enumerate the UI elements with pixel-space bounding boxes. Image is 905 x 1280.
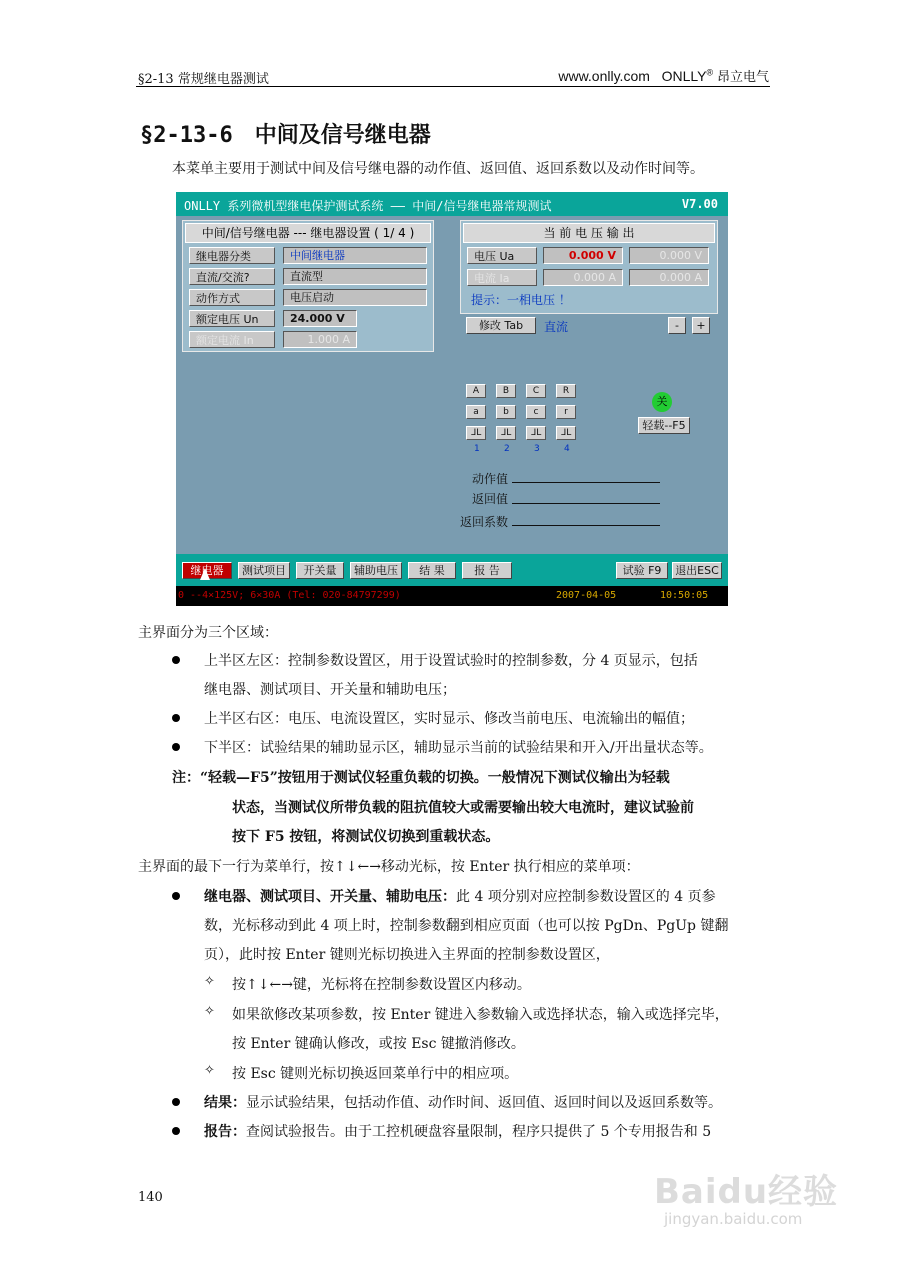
running-header-right bbox=[558, 66, 769, 85]
current-secondary-value: 0.000 A bbox=[629, 269, 709, 286]
bullet-1 bbox=[172, 656, 180, 664]
mouse-cursor-icon bbox=[200, 568, 210, 580]
app-title: ONLLY 系列微机型继电保护测试系统 —— 中间/信号继电器常规测试 bbox=[184, 199, 552, 213]
bullet-5-text bbox=[204, 1092, 722, 1112]
rated-voltage-label[interactable]: 额定电压 Un bbox=[189, 310, 275, 327]
sub-item-1: 按↑↓←→键，光标将在控制参数设置区内移动。 bbox=[232, 977, 531, 993]
contact-number-4: 4 bbox=[564, 444, 570, 454]
bullet-4-line-1 bbox=[204, 886, 716, 906]
action-value-line bbox=[512, 503, 660, 504]
action-mode-label[interactable]: 动作方式 bbox=[189, 289, 275, 306]
bullet-2-text: 上半区右区：电压、电流设置区，实时显示、修改当前电压、电流输出的幅值； bbox=[204, 711, 694, 727]
paragraph-menu-row: 主界面的最下一行为菜单行，按↑↓←→移动光标，按 Enter 执行相应的菜单项： bbox=[138, 859, 640, 875]
status-bar bbox=[176, 586, 728, 606]
control-panel-title: 中间/信号继电器 --- 继电器设置 ( 1/ 4 ) bbox=[185, 223, 431, 243]
contact-a: a bbox=[466, 405, 486, 419]
baidu-watermark-logo bbox=[648, 1158, 868, 1248]
bullet-1-line-2: 继电器、测试项目、开关量和辅助电压； bbox=[204, 682, 456, 698]
bullet-3 bbox=[172, 743, 180, 751]
rated-voltage-value[interactable]: 24.000 V bbox=[283, 310, 357, 327]
watermark-url: jingyan.baidu.com bbox=[664, 1210, 803, 1228]
bullet-5-rest: 显示试验结果，包括动作值、动作时间、返回值、返回时间以及返回系数等。 bbox=[246, 1095, 722, 1111]
bullet-4-line-3: 页），此时按 Enter 键则光标切换进入主界面的控制参数设置区， bbox=[204, 947, 610, 963]
voltage-ua-button[interactable]: 电压 Ua bbox=[467, 247, 537, 264]
sub-item-3: 按 Esc 键则光标切换返回菜单行中的相应项。 bbox=[232, 1066, 519, 1082]
light-load-f5-button[interactable]: 轻载--F5 bbox=[638, 417, 690, 434]
bullet-3-text: 下半区：试验结果的辅助显示区，辅助显示当前的试验结果和开入/开出量状态等。 bbox=[204, 740, 713, 756]
bullet-1-line-1: 上半区左区：控制参数设置区，用于设置试验时的控制参数，分 4 页显示，包括 bbox=[204, 653, 698, 669]
paragraph-areas: 主界面分为三个区域： bbox=[138, 625, 278, 641]
registered-mark: ® bbox=[706, 67, 714, 78]
bullet-6-rest: 查阅试验报告。由于工控机硬盘容量限制，程序只提供了 5 个专用报告和 5 bbox=[246, 1124, 712, 1140]
contact-number-1: 1 bbox=[474, 444, 480, 454]
contact-B: B bbox=[496, 384, 516, 398]
site-url: www.onlly.com bbox=[558, 68, 650, 84]
sub-item-2-line-2: 按 Enter 键确认修改，或按 Esc 键撤消修改。 bbox=[232, 1036, 525, 1052]
bullet-6-text bbox=[204, 1121, 711, 1141]
menu-aux-voltage[interactable]: 辅助电压 bbox=[350, 562, 402, 579]
contact-number-2: 2 bbox=[504, 444, 510, 454]
note-line-3: 按下 F5 按钮，将测试仪切换到重载状态。 bbox=[232, 829, 500, 845]
brand-name: ONLLY bbox=[661, 68, 707, 84]
rated-current-value: 1.000 A bbox=[283, 331, 357, 348]
bullet-6-bold: 报告： bbox=[204, 1124, 246, 1140]
control-parameter-panel bbox=[182, 220, 434, 352]
watermark-big-text: Baidu经验 bbox=[654, 1172, 839, 1212]
sub-item-2-line-1: 如果欲修改某项参数，按 Enter 键进入参数输入或选择状态，输入或选择完毕， bbox=[232, 1007, 729, 1023]
contact-A: A bbox=[466, 384, 486, 398]
intro-paragraph: 本菜单主要用于测试中间及信号继电器的动作值、返回值、返回系数以及动作时间等。 bbox=[172, 161, 704, 177]
dc-ac-label[interactable]: 直流/交流? bbox=[189, 268, 275, 285]
contact-R: R bbox=[556, 384, 576, 398]
load-indicator-icon: 关 bbox=[652, 392, 672, 412]
action-mode-value[interactable]: 电压启动 bbox=[283, 289, 427, 306]
note-line-2: 状态，当测试仪所带负载的阻抗值较大或需要输出较大电流时，建议试验前 bbox=[232, 800, 694, 816]
bullet-4 bbox=[172, 892, 180, 900]
current-ia-button: 电流 Ia bbox=[467, 269, 537, 286]
output-panel-title: 当 前 电 压 输 出 bbox=[463, 223, 715, 243]
contact-c: c bbox=[526, 405, 546, 419]
diamond-bullet-icon-3: ✧ bbox=[204, 1063, 215, 1078]
output-mode-label: 直流 bbox=[544, 320, 569, 334]
increase-button[interactable]: + bbox=[692, 317, 710, 334]
bullet-4-line-2: 数，光标移动到此 4 项上时，控制参数翻到相应页面（也可以按 PgDn、PgUp 键翻 bbox=[204, 918, 729, 934]
relay-type-value[interactable]: 中间继电器 bbox=[283, 247, 427, 264]
voltage-secondary-value: 0.000 V bbox=[629, 247, 709, 264]
diamond-bullet-icon-2: ✧ bbox=[204, 1004, 215, 1019]
bullet-4-bold: 继电器、测试项目、开关量、辅助电压： bbox=[204, 889, 456, 905]
modify-tab-button[interactable]: 修改 Tab bbox=[466, 317, 536, 334]
status-date: 2007-04-05 bbox=[556, 590, 617, 601]
output-switch-icon-1: ᒧᒪ bbox=[466, 426, 486, 440]
menu-results[interactable]: 结 果 bbox=[408, 562, 456, 579]
rated-current-label: 额定电流 In bbox=[189, 331, 275, 348]
contact-r: r bbox=[556, 405, 576, 419]
bullet-4-rest: 此 4 项分别对应控制参数设置区的 4 页参 bbox=[456, 889, 716, 905]
status-text: 0 --4×125V; 6×30A (Tel: 020-84797299) bbox=[178, 590, 401, 601]
return-ratio-label: 返回系数 bbox=[460, 515, 509, 529]
bullet-2 bbox=[172, 714, 180, 722]
contact-number-3: 3 bbox=[534, 444, 540, 454]
contact-b: b bbox=[496, 405, 516, 419]
decrease-button[interactable]: - bbox=[668, 317, 686, 334]
bullet-5-bold: 结果： bbox=[204, 1095, 246, 1111]
menu-relay[interactable]: 继电器 bbox=[182, 562, 232, 579]
app-titlebar bbox=[176, 192, 728, 216]
current-ia-value: 0.000 A bbox=[543, 269, 623, 286]
status-time: 10:50:05 bbox=[660, 590, 709, 601]
section-title: §2-13-6 中间及信号继电器 bbox=[140, 123, 431, 148]
test-f9-button[interactable]: 试验 F9 bbox=[616, 562, 668, 579]
contact-C: C bbox=[526, 384, 546, 398]
output-switch-icon-3: ᒧᒪ bbox=[526, 426, 546, 440]
output-panel bbox=[460, 220, 718, 314]
header-rule bbox=[136, 86, 770, 87]
relay-type-label[interactable]: 继电器分类 bbox=[189, 247, 275, 264]
app-version: V7.00 bbox=[681, 197, 718, 211]
return-value-label: 返回值 bbox=[472, 492, 509, 506]
menu-switch[interactable]: 开关量 bbox=[296, 562, 344, 579]
exit-esc-button[interactable]: 退出ESC bbox=[672, 562, 722, 579]
page-number: 140 bbox=[138, 1190, 163, 1205]
bullet-6 bbox=[172, 1127, 180, 1135]
diamond-bullet-icon-1: ✧ bbox=[204, 974, 215, 989]
hint-text: 提示：一相电压 ！ bbox=[471, 293, 571, 307]
voltage-ua-value[interactable]: 0.000 V bbox=[543, 247, 623, 264]
bullet-5 bbox=[172, 1098, 180, 1106]
output-switch-icon-2: ᒧᒪ bbox=[496, 426, 516, 440]
action-value-label: 动作值 bbox=[472, 472, 509, 486]
software-screenshot bbox=[176, 192, 728, 606]
running-header-left: §2-13 常规继电器测试 bbox=[138, 72, 269, 87]
dc-ac-value[interactable]: 直流型 bbox=[283, 268, 427, 285]
return-ratio-line bbox=[512, 525, 660, 526]
menu-test-items[interactable]: 测试项目 bbox=[238, 562, 290, 579]
note-line-1: 注：“轻载—F5”按钮用于测试仪轻重负载的切换。一般情况下测试仪输出为轻载 bbox=[172, 770, 670, 786]
output-switch-icon-4: ᒧᒪ bbox=[556, 426, 576, 440]
menu-bar bbox=[176, 554, 728, 586]
return-value-line bbox=[512, 482, 660, 483]
brand-cn: 昂立电气 bbox=[716, 70, 769, 85]
menu-report[interactable]: 报 告 bbox=[462, 562, 512, 579]
